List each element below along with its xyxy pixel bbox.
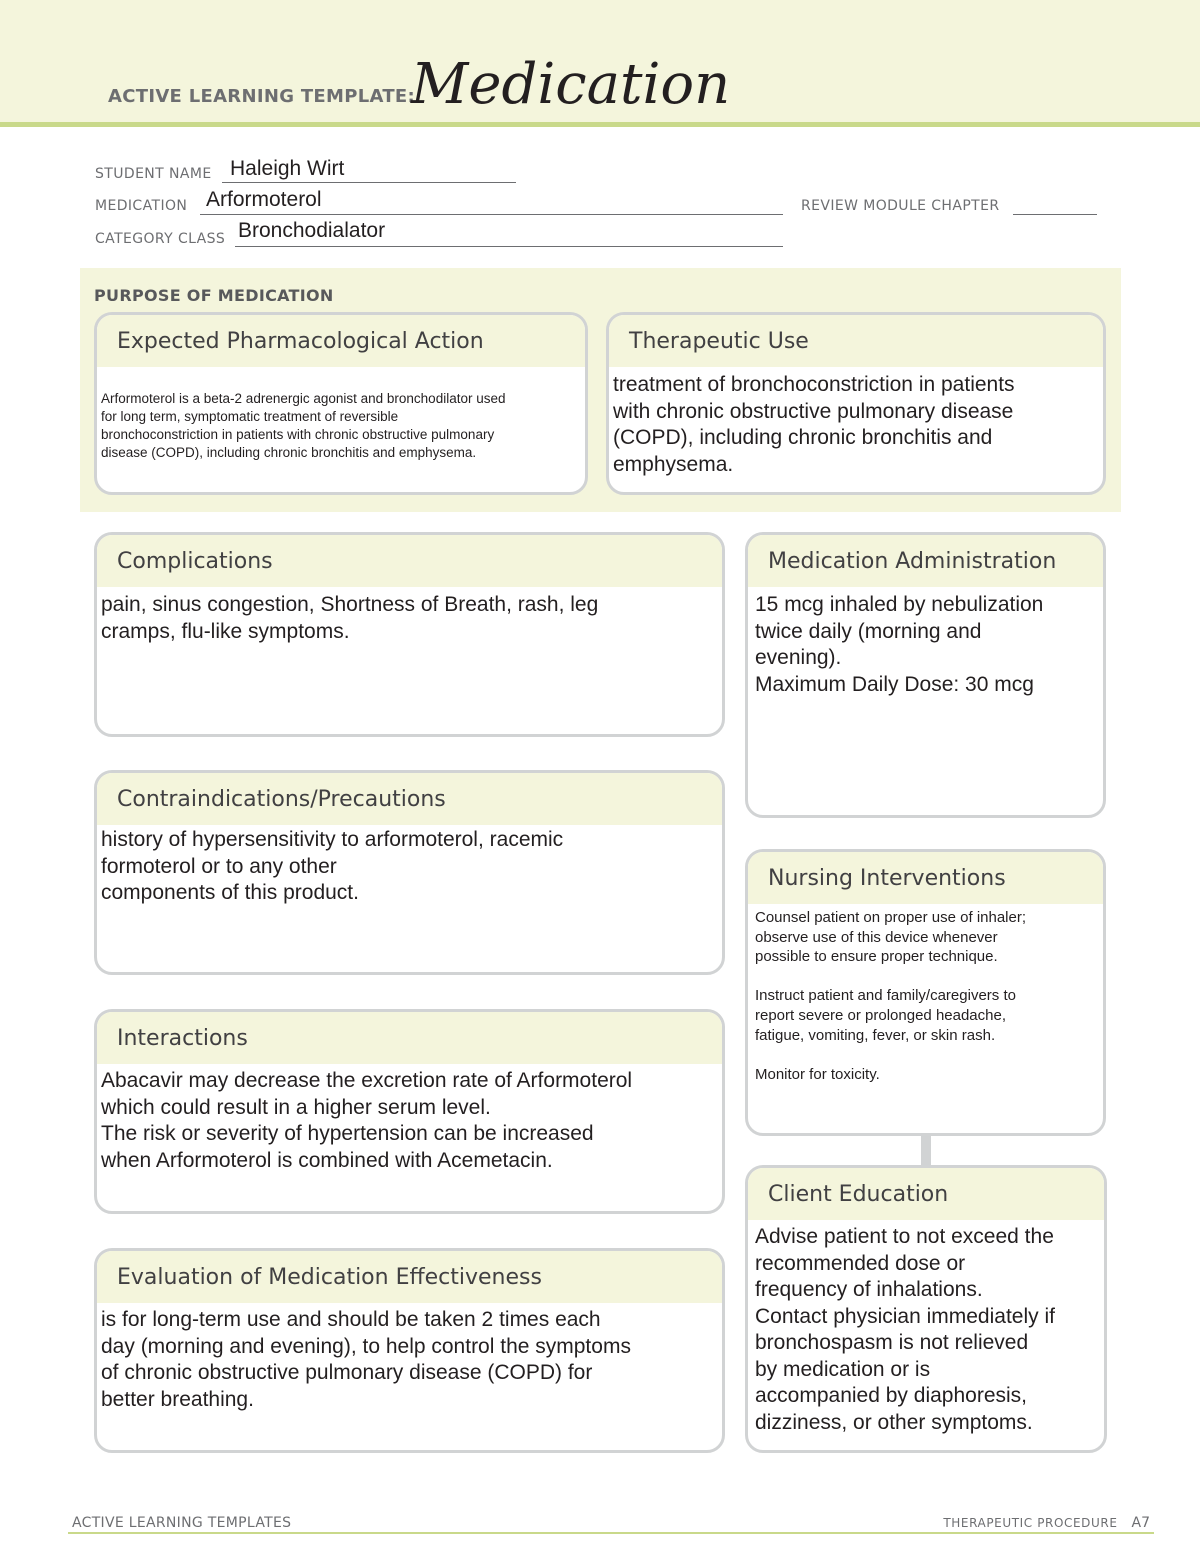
review-module-line <box>1013 214 1097 215</box>
therapeutic-use-title: Therapeutic Use <box>629 329 809 354</box>
evaluation-box <box>94 1248 725 1453</box>
evaluation-title: Evaluation of Medication Effectiveness <box>117 1265 542 1290</box>
administration-text[interactable]: 15 mcg inhaled by nebulization twice daily (morning and evening). Maximum Daily Dose: 30 mcg <box>755 593 1044 696</box>
therapeutic-use-box <box>606 312 1106 495</box>
purpose-title: PURPOSE OF MEDICATION <box>94 286 334 305</box>
nursing-interventions-text[interactable]: Counsel patient on proper use of inhaler; observe use of this device whenever possible to ensure proper technique. Instruct patient and family/caregivers to report severe or prolonged headache, fatigue, vomiting, fever, or skin rash. Monitor for toxicity. <box>755 909 1027 1083</box>
interactions-title: Interactions <box>117 1026 248 1051</box>
contraindications-box <box>94 770 725 975</box>
contraindications-title: Contraindications/Precautions <box>117 787 446 812</box>
category-class-label: CATEGORY CLASS <box>95 231 226 247</box>
evaluation-text[interactable]: is for long-term use and should be taken 2 times each day (morning and evening), to help control the symptoms of chronic obstructive pulmonary disease (COPD) for better breathing. <box>101 1308 631 1411</box>
review-module-label: REVIEW MODULE CHAPTER <box>801 198 1000 214</box>
medication-line <box>200 214 783 215</box>
footer-page-number: A7 <box>1131 1515 1150 1531</box>
category-class-field[interactable]: Bronchodialator <box>238 219 386 242</box>
medication-field[interactable]: Arformoterol <box>206 188 322 211</box>
complications-title: Complications <box>117 549 273 574</box>
expected-action-text[interactable]: Arformoterol is a beta-2 adrenergic agonist and bronchodilator used for long term, symptomatic treatment of reversible bronchoconstriction in patients with chronic obstructive pulmonary disease (COPD), including chronic bronchitis and emphysema. <box>101 391 506 460</box>
medication-label: MEDICATION <box>95 198 188 214</box>
client-education-title: Client Education <box>768 1182 949 1207</box>
category-class-line <box>235 246 783 247</box>
student-name-label: STUDENT NAME <box>95 166 212 182</box>
expected-action-title: Expected Pharmacological Action <box>117 329 484 354</box>
client-education-text[interactable]: Advise patient to not exceed the recommended dose or frequency of inhalations. Contact physician immediately if bronchospasm is not relieved by medication or is accompanied by diaphoresis, dizziness, or other symptoms. <box>755 1225 1055 1434</box>
footer-right-label <box>943 1515 1150 1531</box>
administration-box <box>745 532 1106 818</box>
template-label: ACTIVE LEARNING TEMPLATE: <box>108 86 415 107</box>
administration-title: Medication Administration <box>768 549 1057 574</box>
contraindications-text[interactable]: history of hypersensitivity to arformoterol, racemic formoterol or to any other components of this product. <box>101 828 564 904</box>
footer-rule <box>68 1532 1154 1534</box>
interactions-text[interactable]: Abacavir may decrease the excretion rate of Arformoterol which could result in a higher serum level. The risk or severity of hypertension can be increased when Arformoterol is combined with Acemetacin. <box>101 1069 633 1172</box>
header-rule <box>0 122 1200 127</box>
complications-text[interactable]: pain, sinus congestion, Shortness of Breath, rash, leg cramps, flu-like symptoms. <box>101 593 599 643</box>
student-name-field[interactable]: Haleigh Wirt <box>230 157 345 180</box>
nursing-interventions-box <box>745 849 1106 1136</box>
expected-action-box <box>94 312 588 495</box>
page-title: Medication <box>411 52 731 117</box>
student-name-line <box>222 182 516 183</box>
client-education-box <box>745 1165 1107 1453</box>
nursing-interventions-title: Nursing Interventions <box>768 866 1006 891</box>
box-connector <box>921 1134 931 1166</box>
interactions-box <box>94 1009 725 1214</box>
footer-left-label: ACTIVE LEARNING TEMPLATES <box>72 1515 292 1531</box>
therapeutic-use-text[interactable]: treatment of bronchoconstriction in patients with chronic obstructive pulmonary disease (COPD), including chronic bronchitis and emphysema. <box>613 373 1015 476</box>
complications-box <box>94 532 725 737</box>
footer-section: THERAPEUTIC PROCEDURE <box>943 1516 1118 1530</box>
